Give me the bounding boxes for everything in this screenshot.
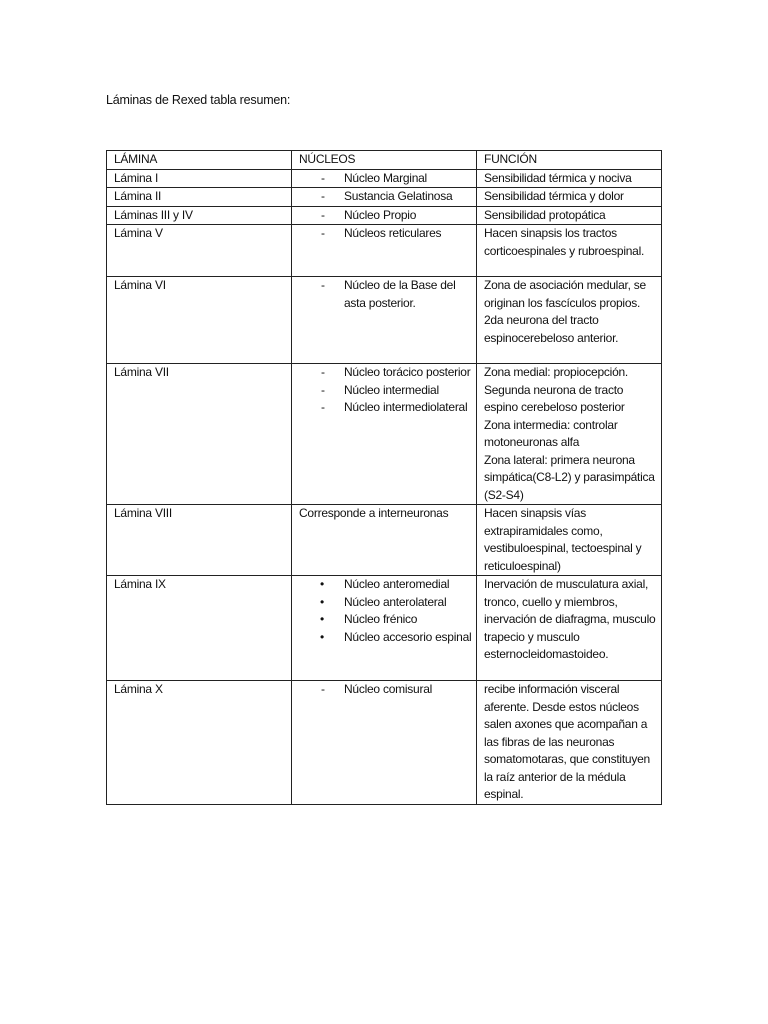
funcion-text: Sensibilidad protopática <box>484 207 606 222</box>
lamina-cell: Lámina VIII <box>107 505 292 576</box>
nucleo-list-item: - Núcleo de la Base del asta posterior. <box>299 277 472 312</box>
nucleos-list <box>299 225 472 243</box>
lamina-cell: Láminas III y IV <box>107 206 292 225</box>
nucleos-list <box>299 188 472 206</box>
funcion-cell <box>477 505 662 576</box>
funcion-text: Inervación de musculatura axial, tronco, cuello y miembros, inervación de diafragma, musculo trapecio y musculo esternocleidomastoideo. <box>484 577 656 661</box>
nucleos-list <box>299 207 472 225</box>
nucleos-list <box>299 681 472 699</box>
nucleo-list-item: - Núcleo intermediolateral <box>299 399 472 417</box>
lamina-cell: Lámina V <box>107 225 292 277</box>
table-row <box>107 169 662 188</box>
table-row <box>107 188 662 207</box>
nucleos-list <box>299 277 472 312</box>
table-row <box>107 681 662 805</box>
nucleo-list-item: - Núcleo comisural <box>299 681 472 699</box>
nucleo-list-item: - Núcleos reticulares <box>299 225 472 243</box>
funcion-text: Zona lateral: primera neurona simpática(C8-L2) y parasimpática (S2-S4) <box>484 452 655 502</box>
lamina-cell: Lámina X <box>107 681 292 805</box>
funcion-cell <box>477 576 662 681</box>
funcion-cell <box>477 277 662 364</box>
nucleo-list-item: • Núcleo anteromedial <box>299 576 472 594</box>
nucleos-cell <box>292 576 477 681</box>
header-row <box>107 151 662 170</box>
page-title: Láminas de Rexed tabla resumen: <box>106 93 291 107</box>
funcion-cell <box>477 681 662 805</box>
nucleo-list-item: • Núcleo accesorio espinal <box>299 629 472 647</box>
nucleos-cell <box>292 364 477 505</box>
funcion-text: Zona de asociación medular, se originan los fascículos propios. 2da neurona del tracto espinocerebeloso anterior. <box>484 278 646 345</box>
nucleo-list-item: - Sustancia Gelatinosa <box>299 188 472 206</box>
table-body <box>107 169 662 804</box>
header-nucleos: NÚCLEOS <box>292 151 477 170</box>
nucleos-list <box>299 576 472 646</box>
nucleo-list-item: - Núcleo intermedial <box>299 382 472 400</box>
table-row <box>107 277 662 364</box>
nucleo-list-item: - Núcleo Propio <box>299 207 472 225</box>
header-funcion: FUNCIÓN <box>477 151 662 170</box>
funcion-text: recibe información visceral aferente. Desde estos núcleos salen axones que acompañan a las fibras de las neuronas somatomotaras, que constituyen la raíz anterior de la médula espinal. <box>484 682 650 801</box>
table-header <box>107 151 662 170</box>
funcion-text: Sensibilidad térmica y nociva <box>484 170 632 185</box>
rexed-summary-table <box>106 150 662 805</box>
nucleos-list <box>299 170 472 188</box>
nucleos-cell <box>292 681 477 805</box>
table-row <box>107 505 662 576</box>
table-row <box>107 576 662 681</box>
nucleos-cell <box>292 169 477 188</box>
funcion-cell <box>477 169 662 188</box>
nucleo-list-item: • Núcleo frénico <box>299 611 472 629</box>
nucleos-cell <box>292 188 477 207</box>
lamina-cell: Lámina I <box>107 169 292 188</box>
nucleos-list <box>299 364 472 417</box>
funcion-text: Zona intermedia: controlar motoneuronas alfa <box>484 417 618 449</box>
header-lamina: LÁMINA <box>107 151 292 170</box>
funcion-text: Zona medial: propiocepción. Segunda neurona de tracto espino cerebeloso posterior <box>484 365 629 414</box>
funcion-text: Hacen sinapsis vías extrapiramidales como, vestibuloespinal, tectoespinal y reticuloespinal) <box>484 506 642 573</box>
nucleo-list-item: - Núcleo torácico posterior <box>299 364 472 382</box>
nucleo-list-item: - Núcleo Marginal <box>299 170 472 188</box>
funcion-cell <box>477 225 662 277</box>
nucleo-list-item: • Núcleo anterolateral <box>299 594 472 612</box>
table-row <box>107 364 662 505</box>
funcion-cell <box>477 364 662 505</box>
lamina-cell: Lámina VI <box>107 277 292 364</box>
nucleos-cell <box>292 225 477 277</box>
nucleos-cell <box>292 206 477 225</box>
lamina-cell: Lámina VII <box>107 364 292 505</box>
funcion-text: Sensibilidad térmica y dolor <box>484 189 624 203</box>
nucleo-text: Corresponde a interneuronas <box>299 506 449 520</box>
lamina-cell: Lámina IX <box>107 576 292 681</box>
table-row <box>107 225 662 277</box>
nucleos-cell <box>292 505 477 576</box>
funcion-cell <box>477 188 662 207</box>
nucleos-cell <box>292 277 477 364</box>
table-row <box>107 206 662 225</box>
funcion-text: Hacen sinapsis los tractos corticoespinales y rubroespinal. <box>484 226 645 258</box>
lamina-cell: Lámina II <box>107 188 292 207</box>
funcion-cell <box>477 206 662 225</box>
